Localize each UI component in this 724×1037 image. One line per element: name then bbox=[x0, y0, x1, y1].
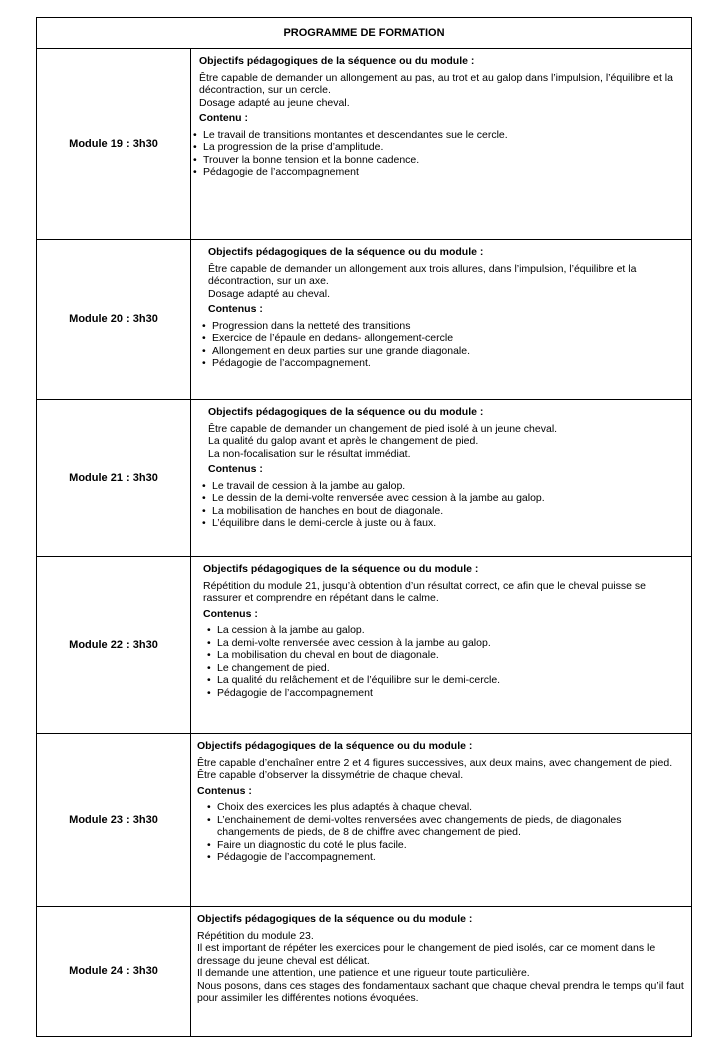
objective-line: Répétition du module 21, jusqu’à obtention d’un résultat correct, ce afin que le cheval puisse se rassurer et comprendre en répétant dans le calme. bbox=[203, 579, 647, 604]
objectives-text bbox=[199, 72, 685, 110]
objectives-text bbox=[203, 580, 685, 605]
module-details bbox=[191, 907, 692, 1037]
objective-line: Être capable de demander un allongement au pas, au trot et au galop dans l’impulsion, l’équilibre et la décontraction, sur un cercle. bbox=[199, 71, 673, 96]
content-heading: Contenus : bbox=[197, 784, 252, 797]
table-row bbox=[37, 49, 692, 240]
content-heading: Contenus : bbox=[208, 463, 263, 475]
objective-line: Nous posons, dans ces stages des fondamentaux sachant que chaque cheval prendra le temps qu’il faut pour assimiler les différentes notions évoquées. bbox=[197, 979, 684, 1004]
module-details bbox=[191, 557, 692, 734]
objectives-text bbox=[208, 423, 685, 461]
module-name: Module 21 : 3h30 bbox=[37, 400, 191, 557]
content-list bbox=[203, 624, 685, 699]
list-item: • La progression de la prise d’amplitude. bbox=[193, 141, 685, 154]
list-item: • Pédagogie de l’accompagnement bbox=[207, 687, 685, 700]
objectives-text bbox=[197, 757, 685, 782]
objective-line: Être capable d’enchaîner entre 2 et 4 figures successives, aux deux mains, avec changement de pied. bbox=[197, 756, 673, 769]
module-details bbox=[191, 49, 692, 240]
list-item: • Exercice de l’épaule en dedans- allongement-cercle bbox=[202, 332, 685, 345]
list-item: • L’enchainement de demi-voltes renversées avec changements de pieds, de diagonales changements de pieds, de 8 de chiffre avec changement de pied. bbox=[207, 814, 685, 839]
objectives-heading: Objectifs pédagogiques de la séquence ou du module : bbox=[203, 563, 479, 575]
table-row bbox=[37, 400, 692, 557]
objective-line: Être capable de demander un changement de pied isolé à un jeune cheval. bbox=[208, 422, 558, 435]
table-row bbox=[37, 734, 692, 907]
module-details bbox=[191, 734, 692, 907]
objectives-text bbox=[208, 263, 685, 301]
objective-line: Il demande une attention, une patience et une rigueur toute particulière. bbox=[197, 967, 530, 979]
table-row bbox=[37, 240, 692, 400]
training-program-table bbox=[36, 17, 692, 1037]
objective-line: Dosage adapté au jeune cheval. bbox=[199, 96, 350, 109]
content-list bbox=[193, 129, 685, 179]
module-details bbox=[191, 400, 692, 557]
objective-line: La qualité du galop avant et après le changement de pied. bbox=[208, 435, 479, 447]
list-item: • Pédagogie de l’accompagnement bbox=[193, 166, 685, 179]
objective-line: Dosage adapté au cheval. bbox=[208, 287, 331, 300]
objective-line: Répétition du module 23. bbox=[197, 929, 314, 942]
content-list bbox=[202, 480, 685, 530]
objective-line: Être capable de demander un allongement aux trois allures, dans l’impulsion, l’équilibre et la décontraction, sur un axe. bbox=[208, 262, 637, 287]
list-item: • Le changement de pied. bbox=[207, 662, 685, 675]
list-item: • Le dessin de la demi-volte renversée avec cession à la jambe au galop. bbox=[202, 492, 685, 505]
table-row bbox=[37, 557, 692, 734]
objective-line: Il est important de répéter les exercices pour le changement de pied isolés, car ce moment dans le dressage du jeune cheval est délicat. bbox=[197, 942, 656, 967]
list-item: • La cession à la jambe au galop. bbox=[207, 624, 685, 637]
module-name: Module 23 : 3h30 bbox=[37, 734, 191, 907]
content-heading: Contenus : bbox=[203, 607, 258, 620]
list-item: • La mobilisation de hanches en bout de diagonale. bbox=[202, 505, 685, 518]
module-name: Module 20 : 3h30 bbox=[37, 240, 191, 400]
objectives-heading: Objectifs pédagogiques de la séquence ou du module : bbox=[199, 55, 475, 67]
content-heading: Contenus : bbox=[208, 303, 263, 315]
table-title: PROGRAMME DE FORMATION bbox=[37, 18, 692, 49]
objectives-heading: Objectifs pédagogiques de la séquence ou du module : bbox=[208, 406, 484, 418]
list-item: • Pédagogie de l’accompagnement. bbox=[202, 357, 685, 370]
objective-line: La non-focalisation sur le résultat immédiat. bbox=[208, 447, 411, 460]
list-item: • La qualité du relâchement et de l’équilibre sur le demi-cercle. bbox=[207, 674, 685, 687]
list-item: • Allongement en deux parties sur une grande diagonale. bbox=[202, 345, 685, 358]
content-list bbox=[197, 801, 685, 864]
objective-line: Être capable d’observer la dissymétrie de chaque cheval. bbox=[197, 769, 464, 781]
objectives-heading: Objectifs pédagogiques de la séquence ou du module : bbox=[208, 246, 484, 258]
list-item: • Le travail de cession à la jambe au galop. bbox=[202, 480, 685, 493]
module-details bbox=[191, 240, 692, 400]
list-item: • La mobilisation du cheval en bout de diagonale. bbox=[207, 649, 685, 662]
objectives-heading: Objectifs pédagogiques de la séquence ou du module : bbox=[197, 740, 473, 752]
module-name: Module 19 : 3h30 bbox=[37, 49, 191, 240]
list-item: • La demi-volte renversée avec cession à la jambe au galop. bbox=[207, 637, 685, 650]
module-name: Module 24 : 3h30 bbox=[37, 907, 191, 1037]
list-item: • Choix des exercices les plus adaptés à chaque cheval. bbox=[207, 801, 685, 814]
list-item: • Progression dans la netteté des transitions bbox=[202, 320, 685, 333]
objectives-text bbox=[197, 930, 685, 1005]
content-heading: Contenu : bbox=[199, 112, 248, 124]
content-list bbox=[202, 320, 685, 370]
list-item: • L’équilibre dans le demi-cercle à juste ou à faux. bbox=[202, 517, 685, 530]
module-name: Module 22 : 3h30 bbox=[37, 557, 191, 734]
list-item: • Pédagogie de l’accompagnement. bbox=[207, 851, 685, 864]
table-title-row bbox=[37, 18, 692, 49]
table-row bbox=[37, 907, 692, 1037]
list-item: • Le travail de transitions montantes et descendantes sue le cercle. bbox=[193, 129, 685, 142]
objectives-heading: Objectifs pédagogiques de la séquence ou du module : bbox=[197, 913, 473, 925]
list-item: • Faire un diagnostic du coté le plus facile. bbox=[207, 839, 685, 852]
list-item: • Trouver la bonne tension et la bonne cadence. bbox=[193, 154, 685, 167]
